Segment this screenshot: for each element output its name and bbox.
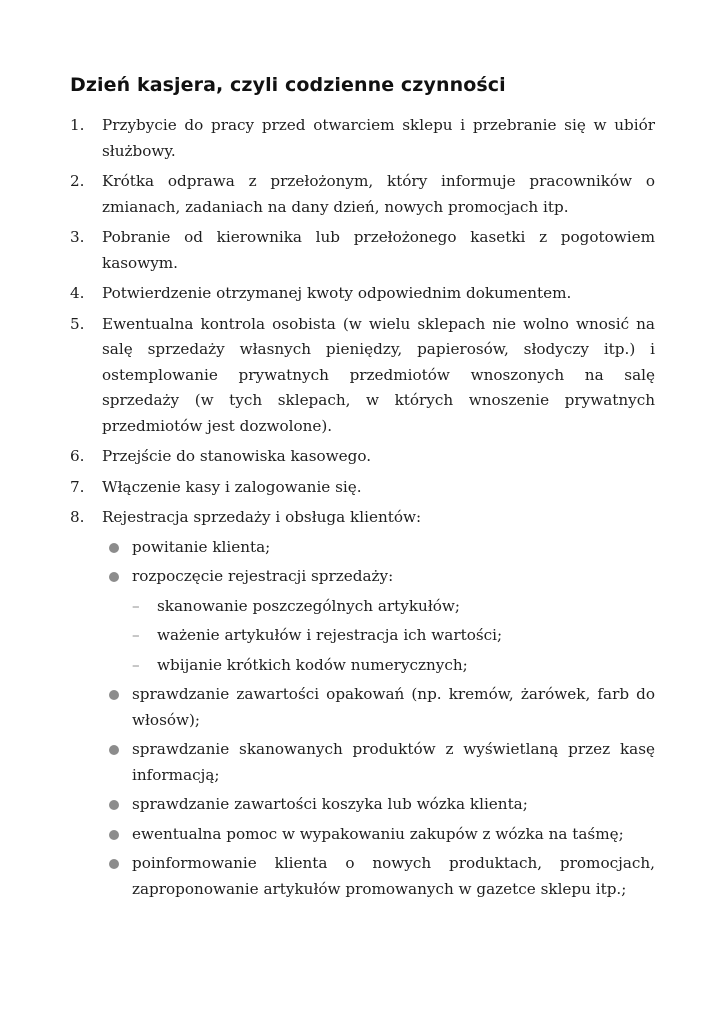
bullet-dot-icon xyxy=(109,859,119,869)
dash-icon: – xyxy=(132,596,140,615)
list-item xyxy=(70,444,655,470)
item-text: Włączenie kasy i zalogowanie się. xyxy=(102,477,362,496)
bullet-text: ewentualna pomoc w wypakowaniu zakupów z wózka na taśmę; xyxy=(132,824,624,843)
item-text: Pobranie od kierownika lub przełożonego kasetki z pogotowiem kasowym. xyxy=(102,228,655,272)
list-item xyxy=(70,281,655,307)
item-number: 5. xyxy=(70,314,85,333)
bullet-item xyxy=(102,737,655,788)
item-number: 3. xyxy=(70,228,85,246)
list-item xyxy=(70,225,655,276)
list-item xyxy=(70,505,655,902)
item-number: 7. xyxy=(70,477,85,496)
bullet-item xyxy=(102,535,655,561)
bullet-dot-icon xyxy=(109,745,119,755)
item-number: 1. xyxy=(70,116,85,134)
bullet-dot-icon xyxy=(109,830,119,840)
dash-text: skanowanie poszczególnych artykułów; xyxy=(157,596,461,615)
page-title: Dzień kasjera, czyli codzienne czynności xyxy=(70,74,506,96)
dash-icon: – xyxy=(132,655,140,674)
bullet-dot-icon xyxy=(109,543,119,553)
bullet-item xyxy=(102,564,655,678)
item-number: 6. xyxy=(70,447,85,465)
steps-list xyxy=(70,113,655,907)
list-item xyxy=(70,475,655,501)
item-number: 8. xyxy=(70,508,85,526)
dash-text: ważenie artykułów i rejestracja ich wartości; xyxy=(157,626,503,644)
dash-icon: – xyxy=(132,626,140,644)
list-item xyxy=(70,169,655,220)
item-text: Ewentualna kontrola osobista (w wielu sklepach nie wolno wnosić na salę sprzedaży własnych pieniędzy, papierosów, słodyczy itp.) i ostemplowanie prywatnych przedmiotów wnoszonych na salę sprzedaży (w tych sklepach, w których wnoszenie prywatnych przedmiotów jest dozwolone). xyxy=(102,314,655,435)
bullet-item xyxy=(102,822,655,848)
item-text: Krótka odprawa z przełożonym, który informuje pracowników o zmianach, zadaniach na dany dzień, nowych promocjach itp. xyxy=(102,172,655,216)
bullet-text: sprawdzanie zawartości koszyka lub wózka klienta; xyxy=(132,795,528,813)
dash-item xyxy=(132,653,655,679)
bullet-dot-icon xyxy=(109,572,119,582)
item-text: Rejestracja sprzedaży i obsługa klientów: xyxy=(102,508,422,526)
bullet-dot-icon xyxy=(109,690,119,700)
bullet-item xyxy=(102,792,655,818)
dash-item xyxy=(132,594,655,620)
list-item xyxy=(70,113,655,164)
item-text: Przejście do stanowiska kasowego. xyxy=(102,447,372,465)
dash-item xyxy=(132,623,655,649)
bullet-dot-icon xyxy=(109,800,119,810)
item-number: 4. xyxy=(70,284,85,302)
bullet-list xyxy=(102,535,655,903)
dash-text: wbijanie krótkich kodów numerycznych; xyxy=(157,655,468,674)
dash-list xyxy=(132,594,655,679)
bullet-text: sprawdzanie zawartości opakowań (np. kremów, żarówek, farb do włosów); xyxy=(132,685,655,729)
bullet-text: sprawdzanie skanowanych produktów z wyświetlaną przez kasę informacją; xyxy=(132,740,655,784)
bullet-text: rozpoczęcie rejestracji sprzedaży: xyxy=(132,567,394,585)
item-text: Potwierdzenie otrzymanej kwoty odpowiednim dokumentem. xyxy=(102,284,572,302)
item-number: 2. xyxy=(70,172,85,190)
bullet-text: poinformowanie klienta o nowych produktach, promocjach, zaproponowanie artykułów promowanych w gazetce sklepu itp.; xyxy=(132,854,655,898)
bullet-item xyxy=(102,682,655,733)
item-text: Przybycie do pracy przed otwarciem sklepu i przebranie się w ubiór służbowy. xyxy=(102,116,655,160)
list-item xyxy=(70,312,655,440)
bullet-item xyxy=(102,851,655,902)
bullet-text: powitanie klienta; xyxy=(132,537,271,556)
